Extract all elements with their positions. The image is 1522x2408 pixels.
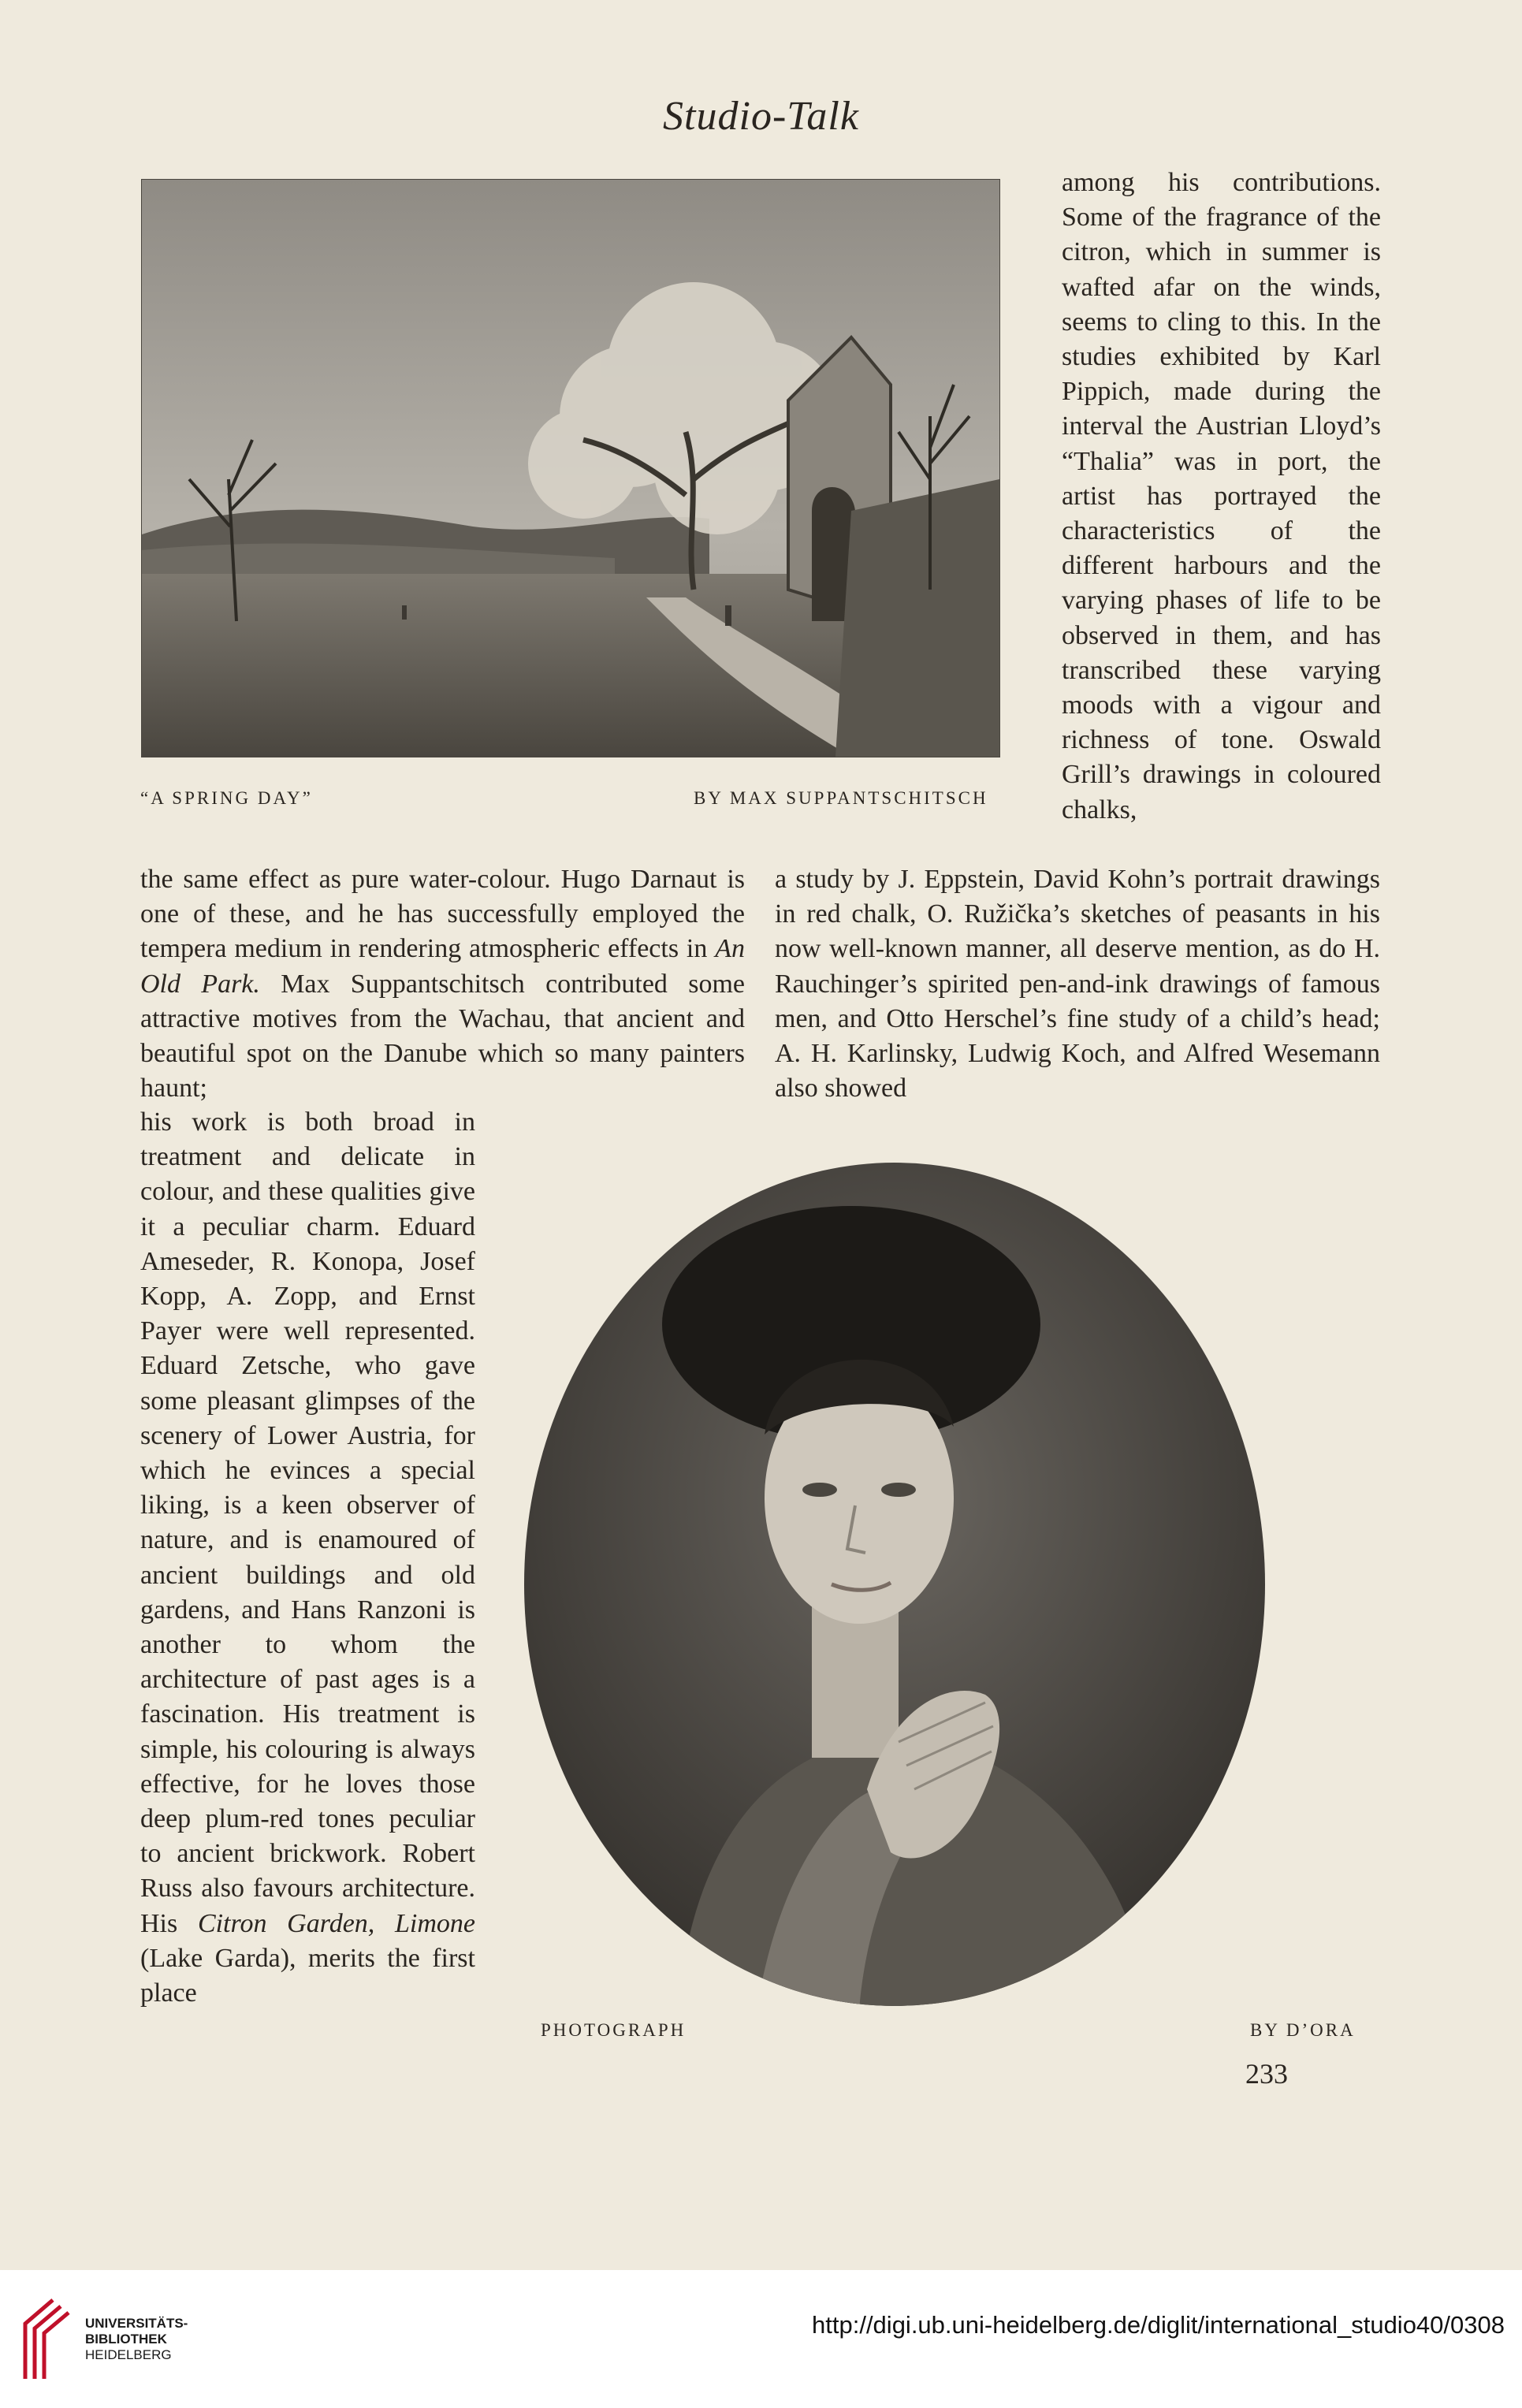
library-footer bbox=[0, 2270, 1522, 2408]
portrait-photograph bbox=[520, 1159, 1269, 2010]
paragraph: among his contributions. Some of the fragrance of the citron, which in summer is wafted afar on the winds, seems to cling to this. In the studies exhibited by Karl Pippich, made during the interval the Austrian Lloyd’s “Thalia” was in port, the artist has portrayed the characteristics of the different harbours and the varying phases of life to be observed in them, and has transcribed these varying moods with a vigour and richness of tone. Oswald Grill’s drawings in coloured chalks, bbox=[1062, 168, 1381, 824]
landscape-caption-title: “A SPRING DAY” bbox=[140, 788, 313, 808]
left-column-middle bbox=[140, 862, 745, 1106]
running-head: Studio-Talk bbox=[663, 94, 859, 139]
landscape-caption-credit: BY MAX SUPPANTSCHITSCH bbox=[694, 788, 988, 808]
landscape-plate bbox=[142, 180, 999, 757]
paragraph: his work is both broad in treatment and delicate in colour, and these qualities give it a peculiar charm. Eduard Ameseder, R. Konopa, Josef Kopp, A. Zopp, and Ernst Payer were well represented. Eduard Zetsche, who gave some pleasant glimpses of the scenery of Lower Austria, for which he evinces a special liking, is a keen observer of nature, and is enamoured of ancient buildings and old gardens, and Hans Ranzoni is another to whom the architecture of past ages is a fascination. His treatment is simple, his colouring is always effective, for he loves those deep plum-red tones peculiar to ancient brickwork. Robert Russ also favours architecture. His Citron Garden, Limone (Lake Garda), merits the first place bbox=[140, 1107, 475, 2008]
paragraph: the same effect as pure water-colour. Hugo Darnaut is one of these, and he has successfully employed the tempera medium in rendering atmospheric effects in An Old Park. Max Suppantschitsch contributed some attractive motives from the Wachau, that ancient and beautiful spot on the Danube which so many painters haunt; bbox=[140, 865, 745, 1104]
spring-day-painting bbox=[142, 180, 999, 757]
paragraph: a study by J. Eppstein, David Kohn’s portrait drawings in red chalk, O. Ružička’s sketches of peasants in his now well-known manner, all deserve mention, as do H. Rauchinger’s spirited pen-and-ink drawings of famous men, and Otto Herschel’s fine study of a child’s head; A. H. Karlinsky, Ludwig Koch, and Alfred Wesemann also showed bbox=[775, 865, 1380, 1104]
page-number: 233 bbox=[1245, 2058, 1288, 2090]
portrait-plate bbox=[520, 1159, 1269, 2010]
right-column-top bbox=[1062, 166, 1381, 828]
library-logo-icon bbox=[17, 2292, 73, 2387]
left-column-lower bbox=[140, 1105, 475, 2011]
portrait-caption-credit: BY D’ORA bbox=[1250, 2020, 1356, 2040]
italic-title: An Old Park. bbox=[140, 934, 745, 999]
italic-title: Citron Garden, Limone bbox=[197, 1908, 475, 1938]
right-column-middle bbox=[775, 862, 1380, 1106]
source-url-link[interactable]: http://digi.ub.uni-heidelberg.de/diglit/international_studio40/0308 bbox=[812, 2311, 1505, 2339]
library-name: UNIVERSITÄTS- BIBLIOTHEK HEIDELBERG bbox=[85, 2316, 188, 2362]
portrait-caption-title: PHOTOGRAPH bbox=[541, 2020, 687, 2040]
